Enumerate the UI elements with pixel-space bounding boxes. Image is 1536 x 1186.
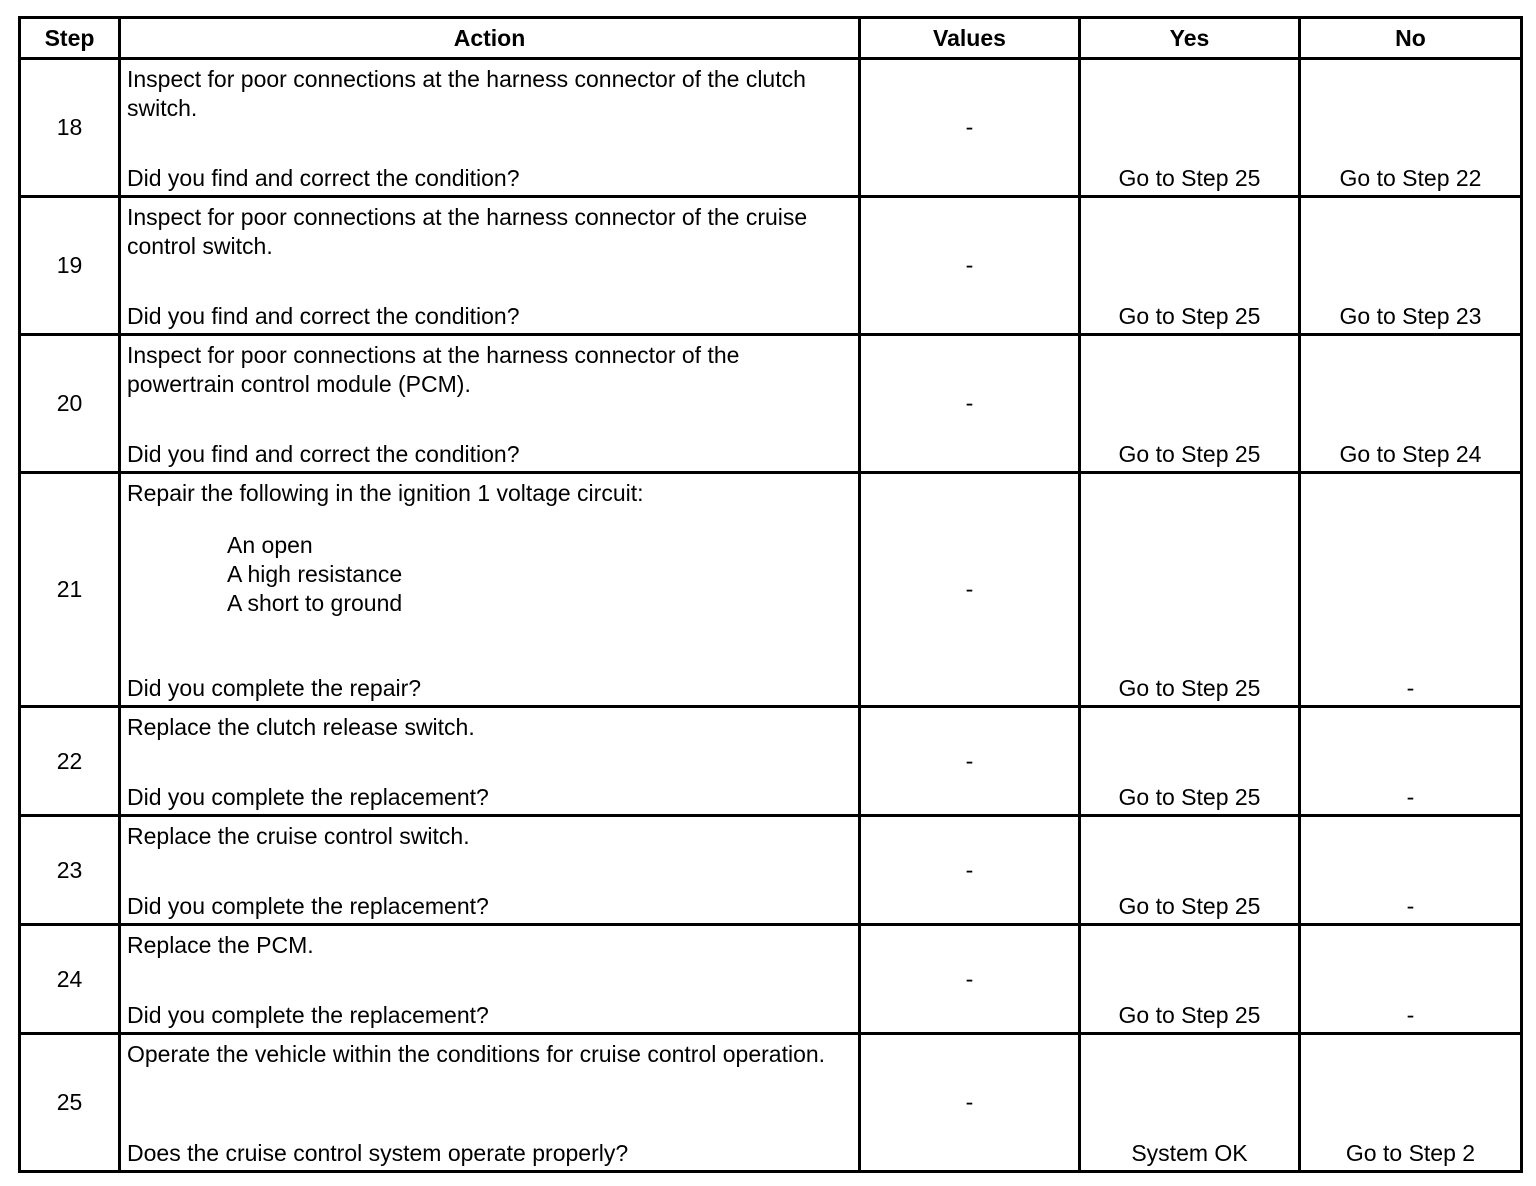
action-text: Inspect for poor connections at the harness connector of the cruise control switch. [127,204,808,259]
values-cell: - [860,925,1080,1034]
yes-cell: Go to Step 25 [1080,925,1300,1034]
action-text: Replace the cruise control switch. [127,823,470,849]
step-number: 18 [20,59,120,197]
action-question: Did you complete the repair? [127,675,422,701]
header-step: Step [20,18,120,59]
table-row [20,473,1522,707]
yes-cell: Go to Step 25 [1080,473,1300,707]
action-cell [120,1034,860,1172]
action-cell [120,816,860,925]
action-text: Inspect for poor connections at the harness connector of the powertrain control module (PCM). [127,342,740,397]
values-cell: - [860,707,1080,816]
condition-item: A short to ground [227,590,403,616]
action-text: Replace the clutch release switch. [127,714,475,740]
step-number: 25 [20,1034,120,1172]
action-cell [120,473,860,707]
values-cell: - [860,59,1080,197]
table-row [20,925,1522,1034]
table-row [20,197,1522,335]
no-cell: - [1300,707,1522,816]
table-row [20,59,1522,197]
condition-item: An open [227,532,313,558]
values-cell: - [860,816,1080,925]
header-yes: Yes [1080,18,1300,59]
header-no: No [1300,18,1522,59]
header-values: Values [860,18,1080,59]
action-text: Inspect for poor connections at the harness connector of the clutch switch. [127,66,806,121]
step-number: 23 [20,816,120,925]
condition-list [127,531,852,618]
values-cell: - [860,197,1080,335]
no-cell: Go to Step 2 [1300,1034,1522,1172]
action-question: Did you complete the replacement? [127,1002,489,1028]
yes-cell: Go to Step 25 [1080,816,1300,925]
action-question: Did you complete the replacement? [127,784,489,810]
yes-cell: Go to Step 25 [1080,707,1300,816]
table-row [20,1034,1522,1172]
condition-item: A high resistance [227,561,403,587]
step-number: 20 [20,335,120,473]
action-cell [120,925,860,1034]
action-cell [120,197,860,335]
action-question: Did you find and correct the condition? [127,303,520,329]
values-cell: - [860,1034,1080,1172]
no-cell: Go to Step 23 [1300,197,1522,335]
header-row [20,18,1522,59]
step-number: 22 [20,707,120,816]
yes-cell: System OK [1080,1034,1300,1172]
action-question: Did you complete the replacement? [127,893,489,919]
yes-cell: Go to Step 25 [1080,59,1300,197]
yes-cell: Go to Step 25 [1080,335,1300,473]
table-row [20,707,1522,816]
values-cell: - [860,473,1080,707]
values-cell: - [860,335,1080,473]
action-text: Replace the PCM. [127,932,314,958]
header-action: Action [120,18,860,59]
no-cell: - [1300,816,1522,925]
action-question: Does the cruise control system operate properly? [127,1140,629,1166]
action-text: Repair the following in the ignition 1 voltage circuit: [127,480,644,506]
action-text: Operate the vehicle within the conditions for cruise control operation. [127,1041,826,1067]
step-number: 19 [20,197,120,335]
action-cell [120,335,860,473]
table-row [20,816,1522,925]
yes-cell: Go to Step 25 [1080,197,1300,335]
action-cell [120,59,860,197]
no-cell: - [1300,925,1522,1034]
table-row [20,335,1522,473]
step-number: 24 [20,925,120,1034]
action-cell [120,707,860,816]
step-number: 21 [20,473,120,707]
action-question: Did you find and correct the condition? [127,165,520,191]
diagnostic-table [18,16,1523,1173]
action-question: Did you find and correct the condition? [127,441,520,467]
no-cell: Go to Step 22 [1300,59,1522,197]
no-cell: - [1300,473,1522,707]
no-cell: Go to Step 24 [1300,335,1522,473]
